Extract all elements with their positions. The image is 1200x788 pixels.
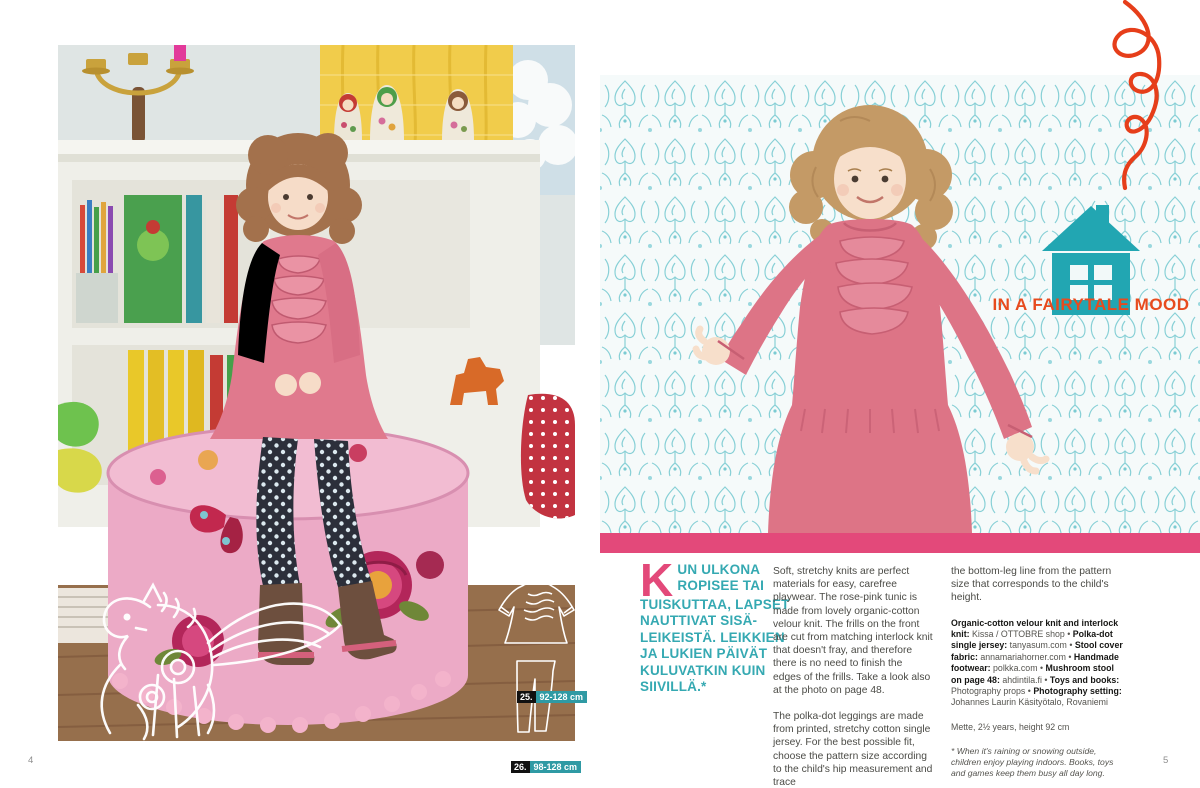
credit-value: Johannes Laurin Käsityötalo, Rovaniemi (951, 697, 1108, 708)
credit-separator: • (1066, 640, 1075, 651)
drop-cap: K (640, 554, 674, 606)
credit-value: tanyasum.com (1007, 640, 1067, 651)
footnote: * When it's raining or snowing outside, children enjoy playing indoors. Books, toys and games keep them busy all day long. (951, 746, 1114, 779)
pink-candle (174, 45, 186, 61)
credit-label: Toys and books: (1049, 674, 1120, 685)
pull-quote-line: NAUTTIVAT SISÄ- (640, 613, 758, 629)
credit-value: Kissa / OTTOBRE shop (969, 629, 1065, 640)
body-column-2 (951, 565, 1127, 788)
pattern-label-25 (517, 691, 587, 704)
pattern-size-range: 98-128 cm (530, 761, 582, 773)
credit-separator: • (1041, 674, 1050, 685)
pull-quote-line: KULUVATKIN KUIN (640, 662, 766, 678)
credit-value: ahdintila.fi (999, 674, 1042, 685)
credit-label: Photography setting: (1033, 686, 1122, 697)
credit-label: Polka-dot single jersey: (951, 629, 1113, 651)
model-info: Mette, 2½ years, height 92 cm (951, 721, 1070, 732)
body-paragraph: the bottom-leg line from the pattern size that corresponds to the child's height. (951, 566, 1112, 604)
pull-quote-line: LEIKEISTÄ. LEIKKIEN (640, 629, 785, 645)
credit-label: Mushroom stool on page 48: (951, 663, 1114, 685)
credit-separator: • (1064, 629, 1073, 640)
pull-quote-line: ROPISEE TAI (677, 578, 765, 594)
playroom-scene-illustration (58, 45, 575, 741)
credit-separator: • (1037, 663, 1046, 674)
pink-divider-bar (600, 533, 1200, 553)
credits-block (951, 618, 1127, 709)
pattern-label-26 (511, 761, 581, 774)
headline: IN A FAIRYTALE MOOD (992, 295, 1190, 314)
credit-label: Stool cover fabric: (951, 640, 1123, 662)
credit-label: Handmade footwear: (951, 651, 1119, 674)
left-page-photo (58, 45, 584, 772)
pattern-size-range: 92-128 cm (536, 691, 588, 703)
pattern-number: 26. (511, 761, 530, 773)
page-number-right: 5 (1163, 755, 1169, 766)
pattern-number: 25. (517, 691, 536, 703)
body-paragraph: The polka-dot leggings are made from printed, stretchy cotton single jersey. For the best possible fit, choose the pattern size according to the child's hip measurement and trace (773, 711, 933, 788)
pull-quote-line: JA LUKIEN PÄIVÄT (640, 646, 768, 662)
pull-quote-line: SIIVILLÄ.* (640, 679, 707, 695)
credit-separator: • (1065, 651, 1074, 662)
pull-quote-line: UN ULKONA (677, 562, 761, 577)
credit-separator: • (1025, 686, 1034, 697)
polka-pillow (521, 394, 575, 519)
body-column-1 (773, 565, 933, 788)
credit-value: annamariahorner.com (977, 651, 1066, 662)
body-paragraph: Soft, stretchy knits are perfect materials for easy, carefree playwear. The rose-pink tunic is made from lovely organic-cotton velour knit. The frills on the front are cut from matching interlock knit that doesn't fray, and therefore there is no need to finish the edges of the frills. Take a look also at the photo on page 48. (773, 566, 933, 696)
credit-value: Photography props (951, 686, 1026, 697)
page-number-left: 4 (28, 755, 34, 766)
credit-label: Organic-cotton velour knit and interlock knit: (951, 617, 1119, 640)
pull-quote-line: TUISKUTTAA, LAPSET (640, 597, 790, 612)
credit-value: polkka.com (990, 663, 1038, 674)
